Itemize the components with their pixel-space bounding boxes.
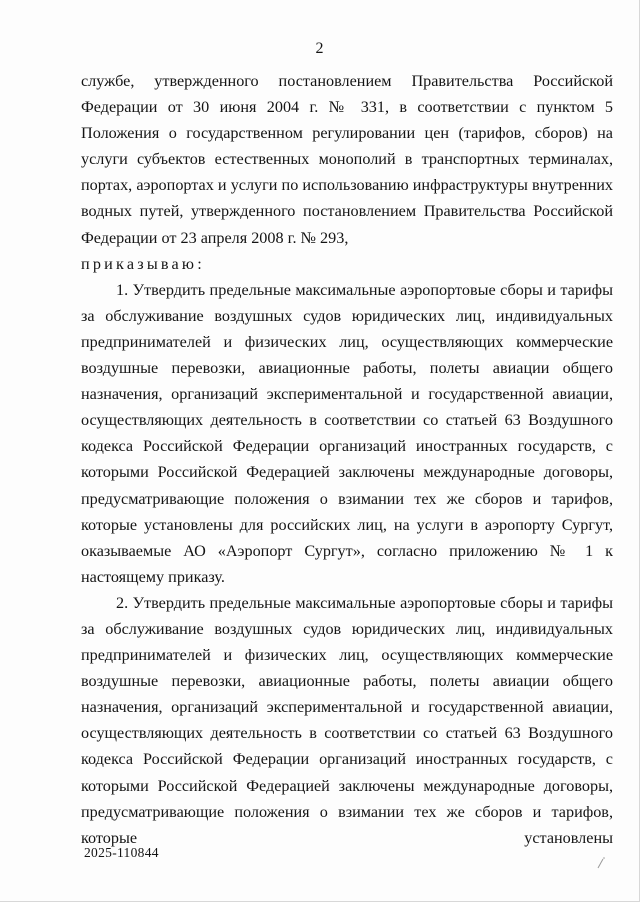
page-number: 2 bbox=[315, 40, 324, 57]
intro-paragraph: службе, утвержденного постановлением Правительства Российской Федерации от 30 июня 2004 г. № 331, в соответствии с пунктом 5 Положения о государственном регулировании цен (тарифов, сборов) на услуги субъектов естественных монополий в транспортных терминалах, портах, аэропортах и услуги по использованию инфраструктуры внутренних водных путей, утвержденного постановлением Правительства Российской Федерации от 23 апреля 2008 г. № 293, bbox=[81, 72, 613, 247]
document-code: 2025-110844 bbox=[84, 845, 159, 860]
order-item-1: 1. Утвердить предельные максимальные аэропортовые сборы и тарифы за обслуживание воздушных судов юридических лиц, индивидуальных предпринимателей и физических лиц, осуществляющих коммерческие воздушные перевозки, авиационные работы, полеты авиации общего назначения, организаций экспериментальной и государственной авиации, осуществляющих деятельность в соответствии со статьей 63 Воздушного кодекса Российской Федерации организаций иностранных государств, с которыми Российской Федерацией заключены международные договоры, предусматривающие положения о взимании тех же сборов и тарифов, которые установлены для российских лиц, на услуги в аэропорту Сургут, оказываемые АО «Аэропорт Сургут», согласно приложению № 1 к настоящему приказу. bbox=[81, 280, 613, 586]
order-word: приказываю: bbox=[81, 254, 205, 273]
scan-speck-mark bbox=[596, 856, 606, 870]
document-body bbox=[81, 68, 613, 851]
order-item-2: 2. Утвердить предельные максимальные аэропортовые сборы и тарифы за обслуживание воздушных судов юридических лиц, индивидуальных предпринимателей и физических лиц, осуществляющих коммерческие воздушные перевозки, авиационные работы, полеты авиации общего назначения, организаций экспериментальной и государственной авиации, осуществляющих деятельность в соответствии со статьей 63 Воздушного кодекса Российской Федерации организаций иностранных государств, с которыми Российской Федерацией заключены международные договоры, предусматривающие положения о взимании тех же сборов и тарифов, которые установлены bbox=[81, 593, 613, 847]
